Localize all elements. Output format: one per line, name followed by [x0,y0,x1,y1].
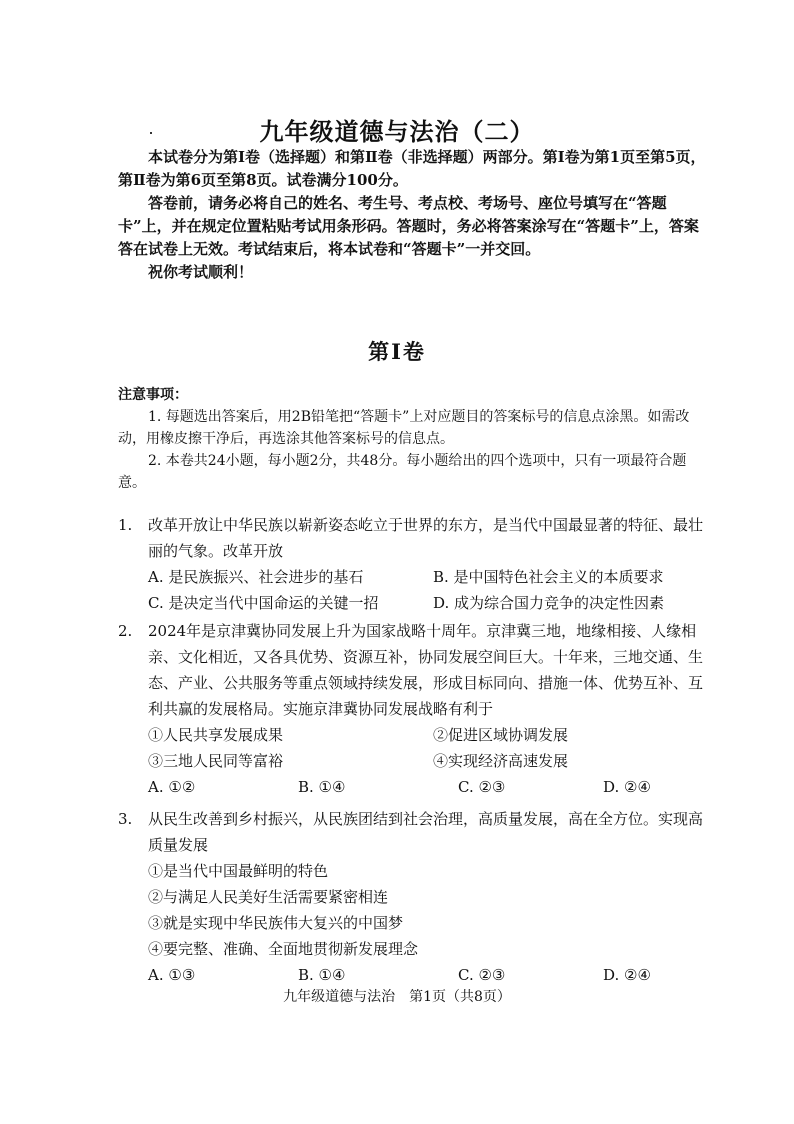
question-text: 从民生改善到乡村振兴，从民族团结到社会治理，高质量发展，高在全方位。实现高质量发展 [148,810,704,854]
option-c: C. ②③ [458,778,506,796]
question-text: 2024年是京津冀协同发展上升为国家战略十周年。京津冀三地，地缘相接、人缘相亲、文化相近，又各具优势、资源互补，协同发展空间巨大。十年来，三地交通、生态、产业、公共服务等重点领域持续发展，形成目标同向、措施一体、优势互补、互利共赢的发展格局。实施京津冀协同发展战略有利于 [148,622,704,718]
question-number: 2. [118,622,133,640]
option-a: A. ①② [148,778,196,796]
statement-1: ①人民共享发展成果 [148,726,284,744]
option-b: B. ①④ [298,966,346,984]
option-list [148,564,708,616]
option-a: A. 是民族振兴、社会进步的基石 [148,568,364,586]
option-b: B. 是中国特色社会主义的本质要求 [433,568,664,586]
statement-list [148,858,708,962]
intro-paragraph-3: 祝你考试顺利！ [148,263,254,281]
question-number: 3. [118,810,133,828]
intro-paragraph-1: 本试卷分为第Ⅰ卷（选择题）和第Ⅱ卷（非选择题）两部分。第Ⅰ卷为第1页至第5页，第Ⅱ卷为第6页至第8页。试卷满分100分。 [118,148,706,189]
page-footer: 九年级道德与法治 第1页（共8页） [283,989,511,1005]
statement-4: ④要完整、准确、全面地贯彻新发展理念 [148,940,419,958]
notes-block [118,384,706,494]
question-number: 1. [118,516,133,534]
section-title: 第Ⅰ卷 [368,339,426,364]
option-list [148,774,708,800]
question-stem [118,806,708,858]
intro-paragraph-2: 答卷前，请务必将自己的姓名、考生号、考点校、考场号、座位号填写在“答题卡”上，并在规定位置粘贴考试用条形码。答题时，务必将答案涂写在“答题卡”上，答案答在试卷上无效。考试结束后，将本试卷和“答题卡”一并交回。 [118,194,699,258]
option-a: A. ①③ [148,966,196,984]
statement-3: ③三地人民同等富裕 [148,752,284,770]
statement-2: ②与满足人民美好生活需要紧密相连 [148,888,389,906]
notes-item-1: 1. 每题选出答案后，用2B铅笔把“答题卡”上对应题目的答案标号的信息点涂黑。如需改动，用橡皮擦干净后，再选涂其他答案标号的信息点。 [118,409,690,447]
option-d: D. ②④ [603,966,651,984]
option-d: D. ②④ [603,778,651,796]
question-stem [118,512,708,564]
notes-heading: 注意事项： [118,387,188,403]
question-2 [118,618,708,800]
option-b: B. ①④ [298,778,346,796]
option-list [148,962,708,988]
intro-block [118,146,706,284]
page-title: 九年级道德与法治（二） [259,117,535,146]
question-text: 改革开放让中华民族以崭新姿态屹立于世界的东方，是当代中国最显著的特征、最壮丽的气象。改革开放 [148,516,704,560]
question-1 [118,512,708,616]
option-c: C. ②③ [458,966,506,984]
statement-4: ④实现经济高速发展 [433,752,569,770]
statement-list [148,722,708,774]
option-c: C. 是决定当代中国命运的关键一招 [148,594,379,612]
statement-2: ②促进区域协调发展 [433,726,569,744]
notes-item-2: 2. 本卷共24小题，每小题2分，共48分。每小题给出的四个选项中，只有一项最符合题意。 [118,453,687,491]
option-d: D. 成为综合国力竞争的决定性因素 [433,594,665,612]
question-3 [118,806,708,988]
statement-3: ③就是实现中华民族伟大复兴的中国梦 [148,914,404,932]
question-stem [118,618,708,722]
statement-1: ①是当代中国最鲜明的特色 [148,862,329,880]
